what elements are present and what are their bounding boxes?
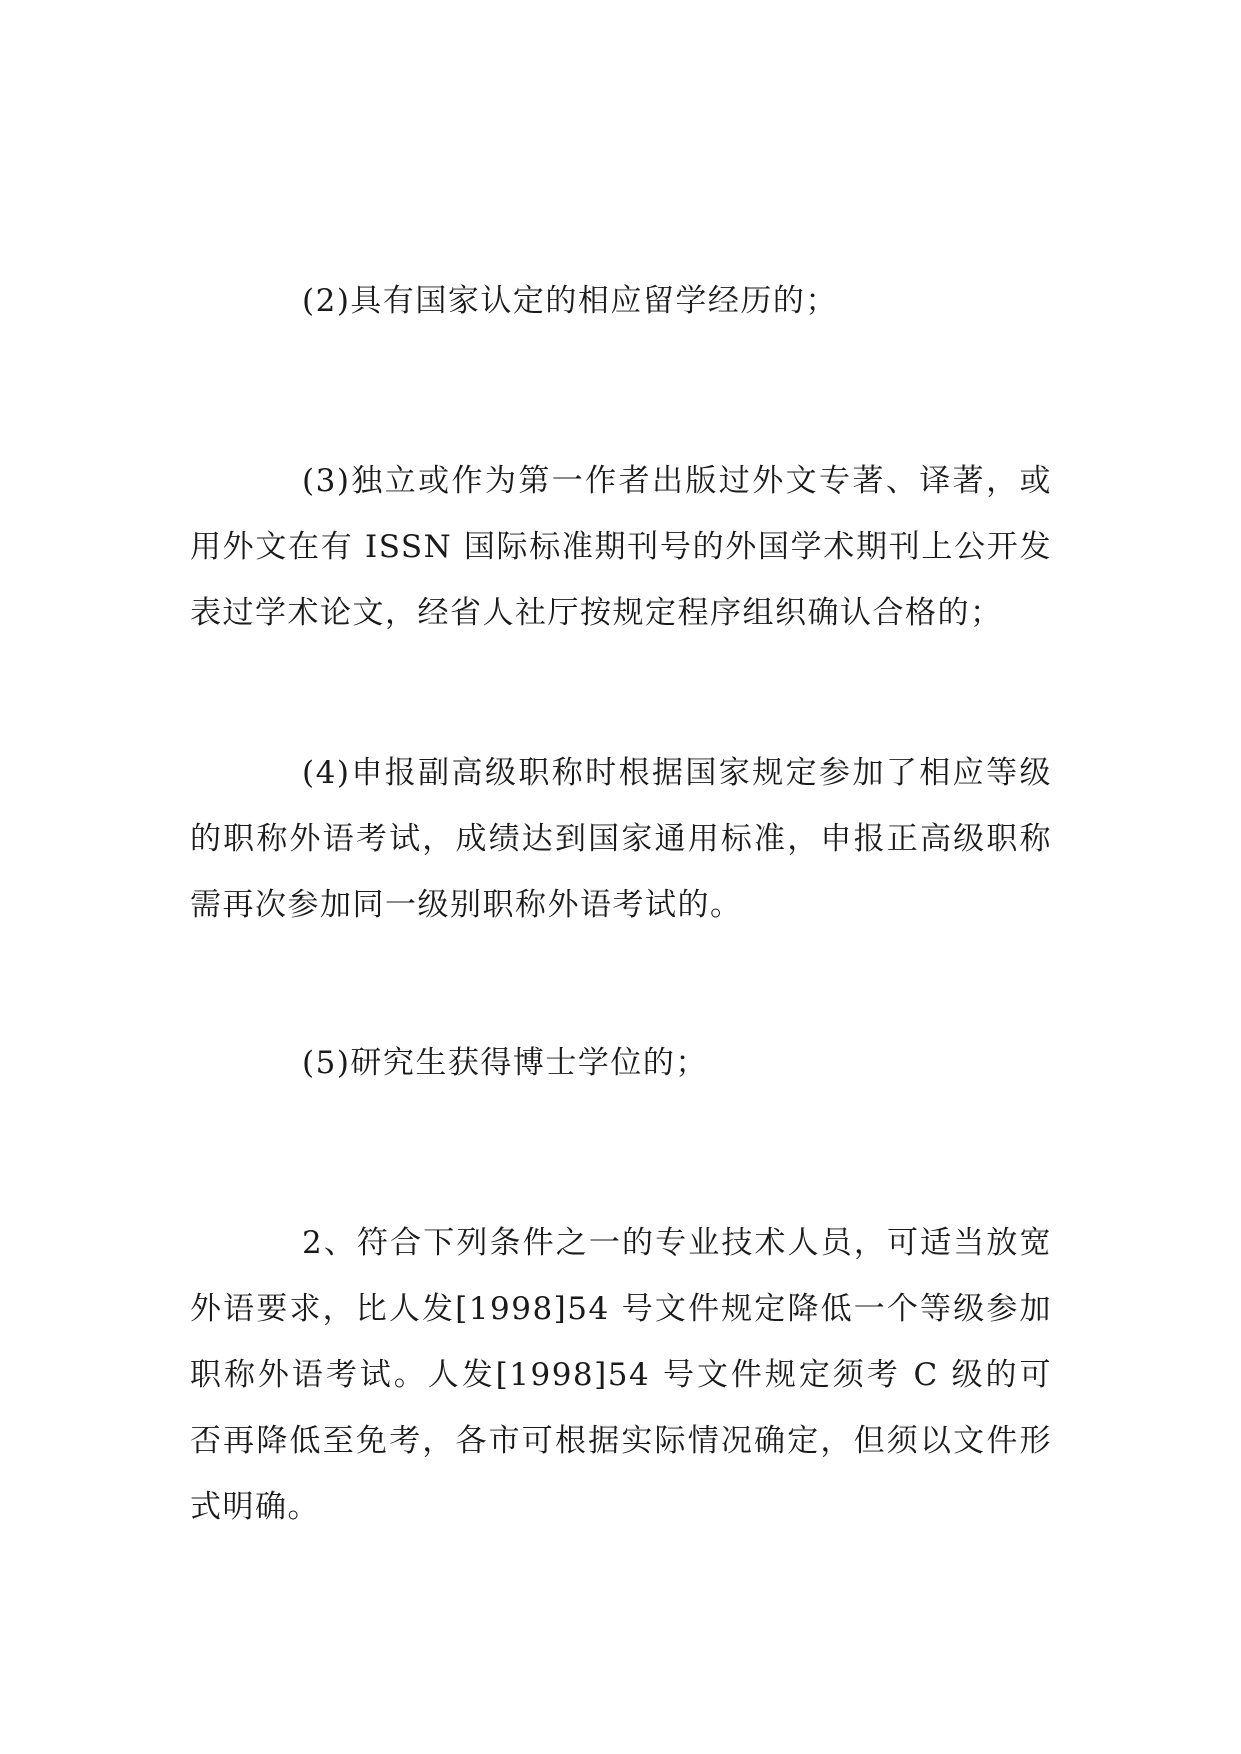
- paragraph-section-2: 2、符合下列条件之一的专业技术人员，可适当放宽外语要求，比人发[1998]54 号文件规定降低一个等级参加职称外语考试。人发[1998]54 号文件规定须考 C 级的可否再降低至免考，各市可根据实际情况确定，但须以文件形式明确。: [190, 1225, 1052, 1525]
- paragraph-item-4: (4)申报副高级职称时根据国家规定参加了相应等级的职称外语考试，成绩达到国家通用标准，申报正高级职称需再次参加同一级别职称外语考试的。: [190, 755, 1052, 923]
- paragraph-item-3: (3)独立或作为第一作者出版过外文专著、译著，或用外文在有 ISSN 国际标准期刊号的外国学术期刊上公开发表过学术论文，经省人社厅按规定程序组织确认合格的；: [190, 463, 1052, 631]
- paragraph-item-2: (2)具有国家认定的相应留学经历的；: [302, 283, 838, 319]
- paragraph-item-5: (5)研究生获得博士学位的；: [302, 1045, 708, 1081]
